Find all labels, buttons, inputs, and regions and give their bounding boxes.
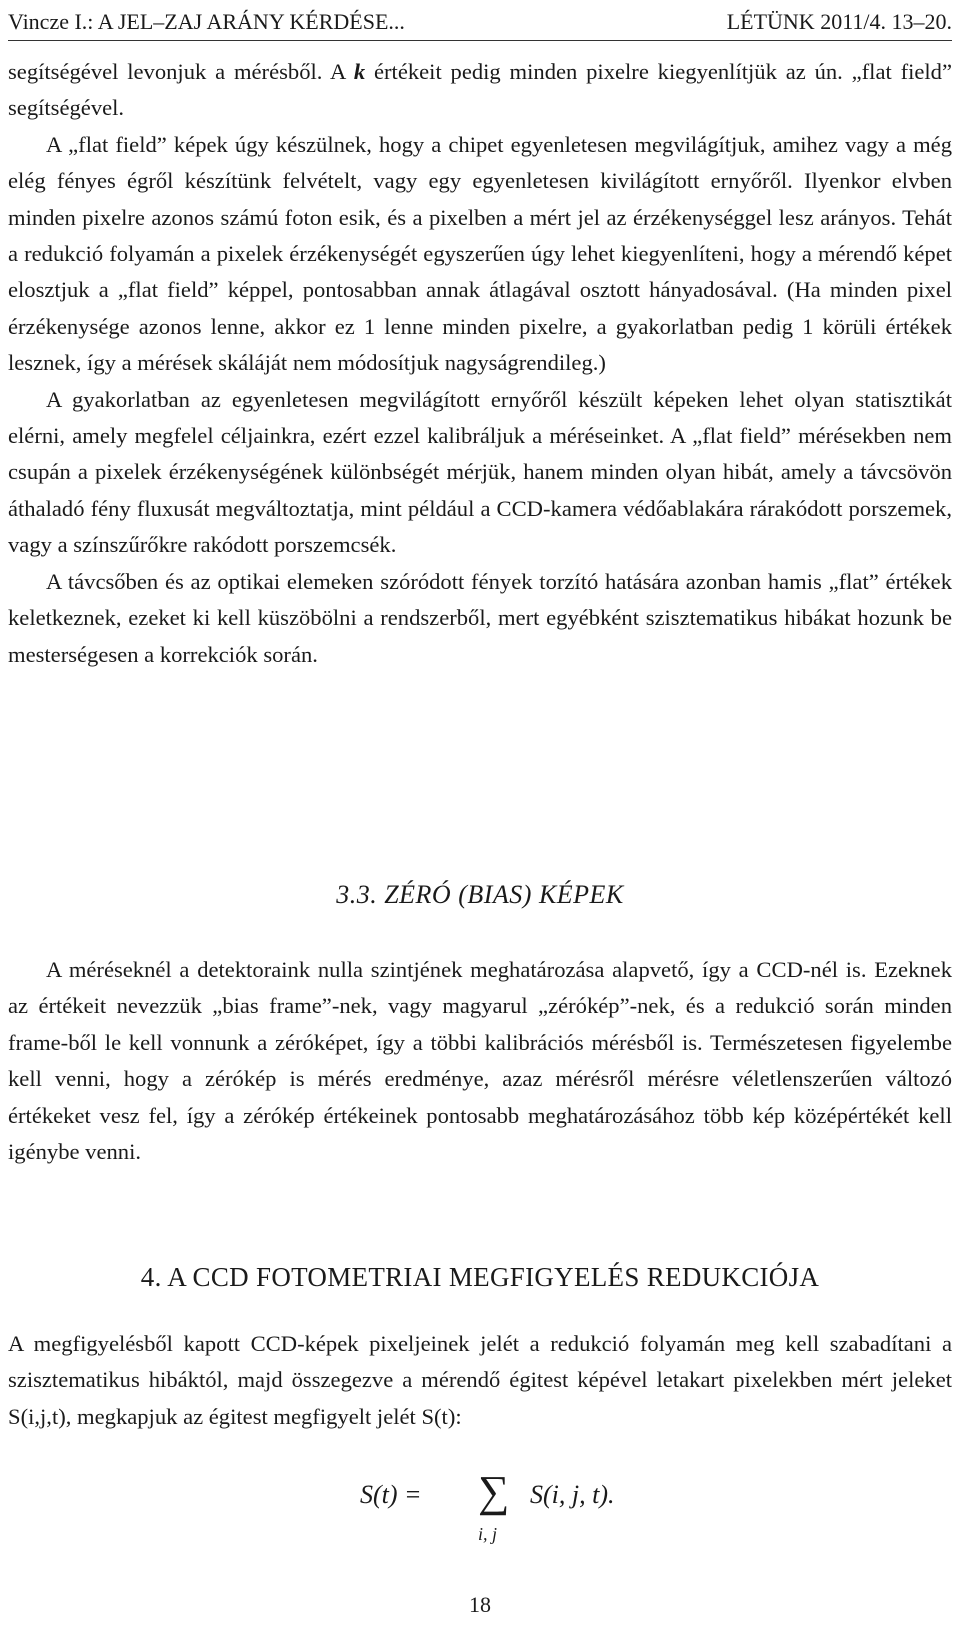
paragraph: A „flat field” képek úgy készülnek, hogy a chipet egyenletesen megvilágítjuk, amihez vagy a még elég fényes égről készítünk felvételt, vagy egy egyenletesen kivilágított ernyőről. Ilyenkor elvben minden pixelre azonos számú foton esik, és a pixelben a mért jel az érzékenységgel lesz arányos. Tehát a redukció folyamán a pixelek érzékenységét egyszerűen úgy lehet kiegyenlíteni, hogy a mérendő képet elosztjuk a „flat field” képpel, pontosabban annak átlagával osztott hányadosával. (Ha minden pixel érzékenysége azonos lenne, akkor ez 1 lenne minden pixelre, a gyakorlatban pedig 1 körüli értékek lesznek, így a mérések skáláját nem módosítjuk nagyságrendileg.) bbox=[8, 131, 952, 376]
section-heading-bias: 3.3. ZÉRÓ (BIAS) KÉPEK bbox=[336, 880, 624, 909]
paragraph: A távcsőben és az optikai elemeken szóródott fények torzító hatására azonban hamis „flat” értékek keletkeznek, ezeket ki kell küszöbölni a rendszerből, mert egyébként szisztematikus hibákat hozunk be mesterségesen a korrekciók során. bbox=[8, 568, 952, 667]
formula-lhs: S(t) = bbox=[360, 1480, 422, 1509]
text-run: értékeit pedig minden pixelre kiegyenlítjük az ún. „flat field” segítségével. bbox=[8, 59, 953, 121]
paragraph: A megfigyelésből kapott CCD-képek pixeljeinek jelét a redukció folyamán meg kell szabadítani a szisztematikus hibáktól, majd összegezve a mérendő égitest képével letakart pixelekben mért jeleket S(i,j,t), megkapjuk az égitest megfigyelt jelét S(t): bbox=[8, 1331, 952, 1429]
running-header bbox=[8, 4, 952, 41]
header-journal-ref: LÉTÜNK 2011/4. 13–20. bbox=[726, 9, 952, 34]
variable-k: k bbox=[353, 59, 366, 84]
paragraph: A gyakorlatban az egyenletesen megvilágított ernyőről készült képeken lehet olyan statisztikát elérni, amely megfelel céljainkra, ezért ezzel kalibráljuk a méréseinket. A „flat field” mérésekben nem csupán a pixelek érzékenységének különbségét mérjük, hanem minden olyan hibát, amely a távcsövön áthaladó fény fluxusát megváltoztatja, mint például a CCD-kamera védőablakára rárakódott porszemek, vagy a színszűrőkre rakódott porszemcsék. bbox=[8, 386, 952, 558]
paragraph: A méréseknél a detektoraink nulla szintjének meghatározása alapvető, így a CCD-nél is. Ezeknek az értékeit nevezzük „bias frame”-nek, vagy magyarul „zérókép”-nek, és a redukció során minden frame-ből le kell vonnunk a zéróképet, így a többi kalibrációs mérésből is. Természetesen figyelembe kell venni, hogy a zérókép is mérés eredménye, azaz mérésről mérésre véletlenszerűen változó értékeket vesz fel, így a zérókép értékeinek pontosabb meghatározásához több kép középértékét kell igénybe venni. bbox=[8, 957, 952, 1165]
header-author-title: Vincze I.: A JEL–ZAJ ARÁNY KÉRDÉSE... bbox=[8, 9, 405, 34]
text-run: segítségével levonjuk a mérésből. A bbox=[8, 59, 354, 84]
summation-formula bbox=[360, 1467, 660, 1564]
page-number: 18 bbox=[469, 1592, 491, 1617]
bias-section bbox=[8, 952, 952, 1170]
reduction-section bbox=[8, 1326, 952, 1435]
paragraph bbox=[8, 54, 952, 127]
chapter-heading-reduction: 4. A CCD FOTOMETRIAI MEGFIGYELÉS REDUKCIÓJA bbox=[140, 1262, 820, 1292]
sum-symbol: ∑ bbox=[478, 1467, 510, 1516]
flat-field-section bbox=[8, 54, 952, 673]
sum-subscript: i, j bbox=[478, 1524, 498, 1544]
formula-rhs: S(i, j, t). bbox=[530, 1480, 615, 1509]
